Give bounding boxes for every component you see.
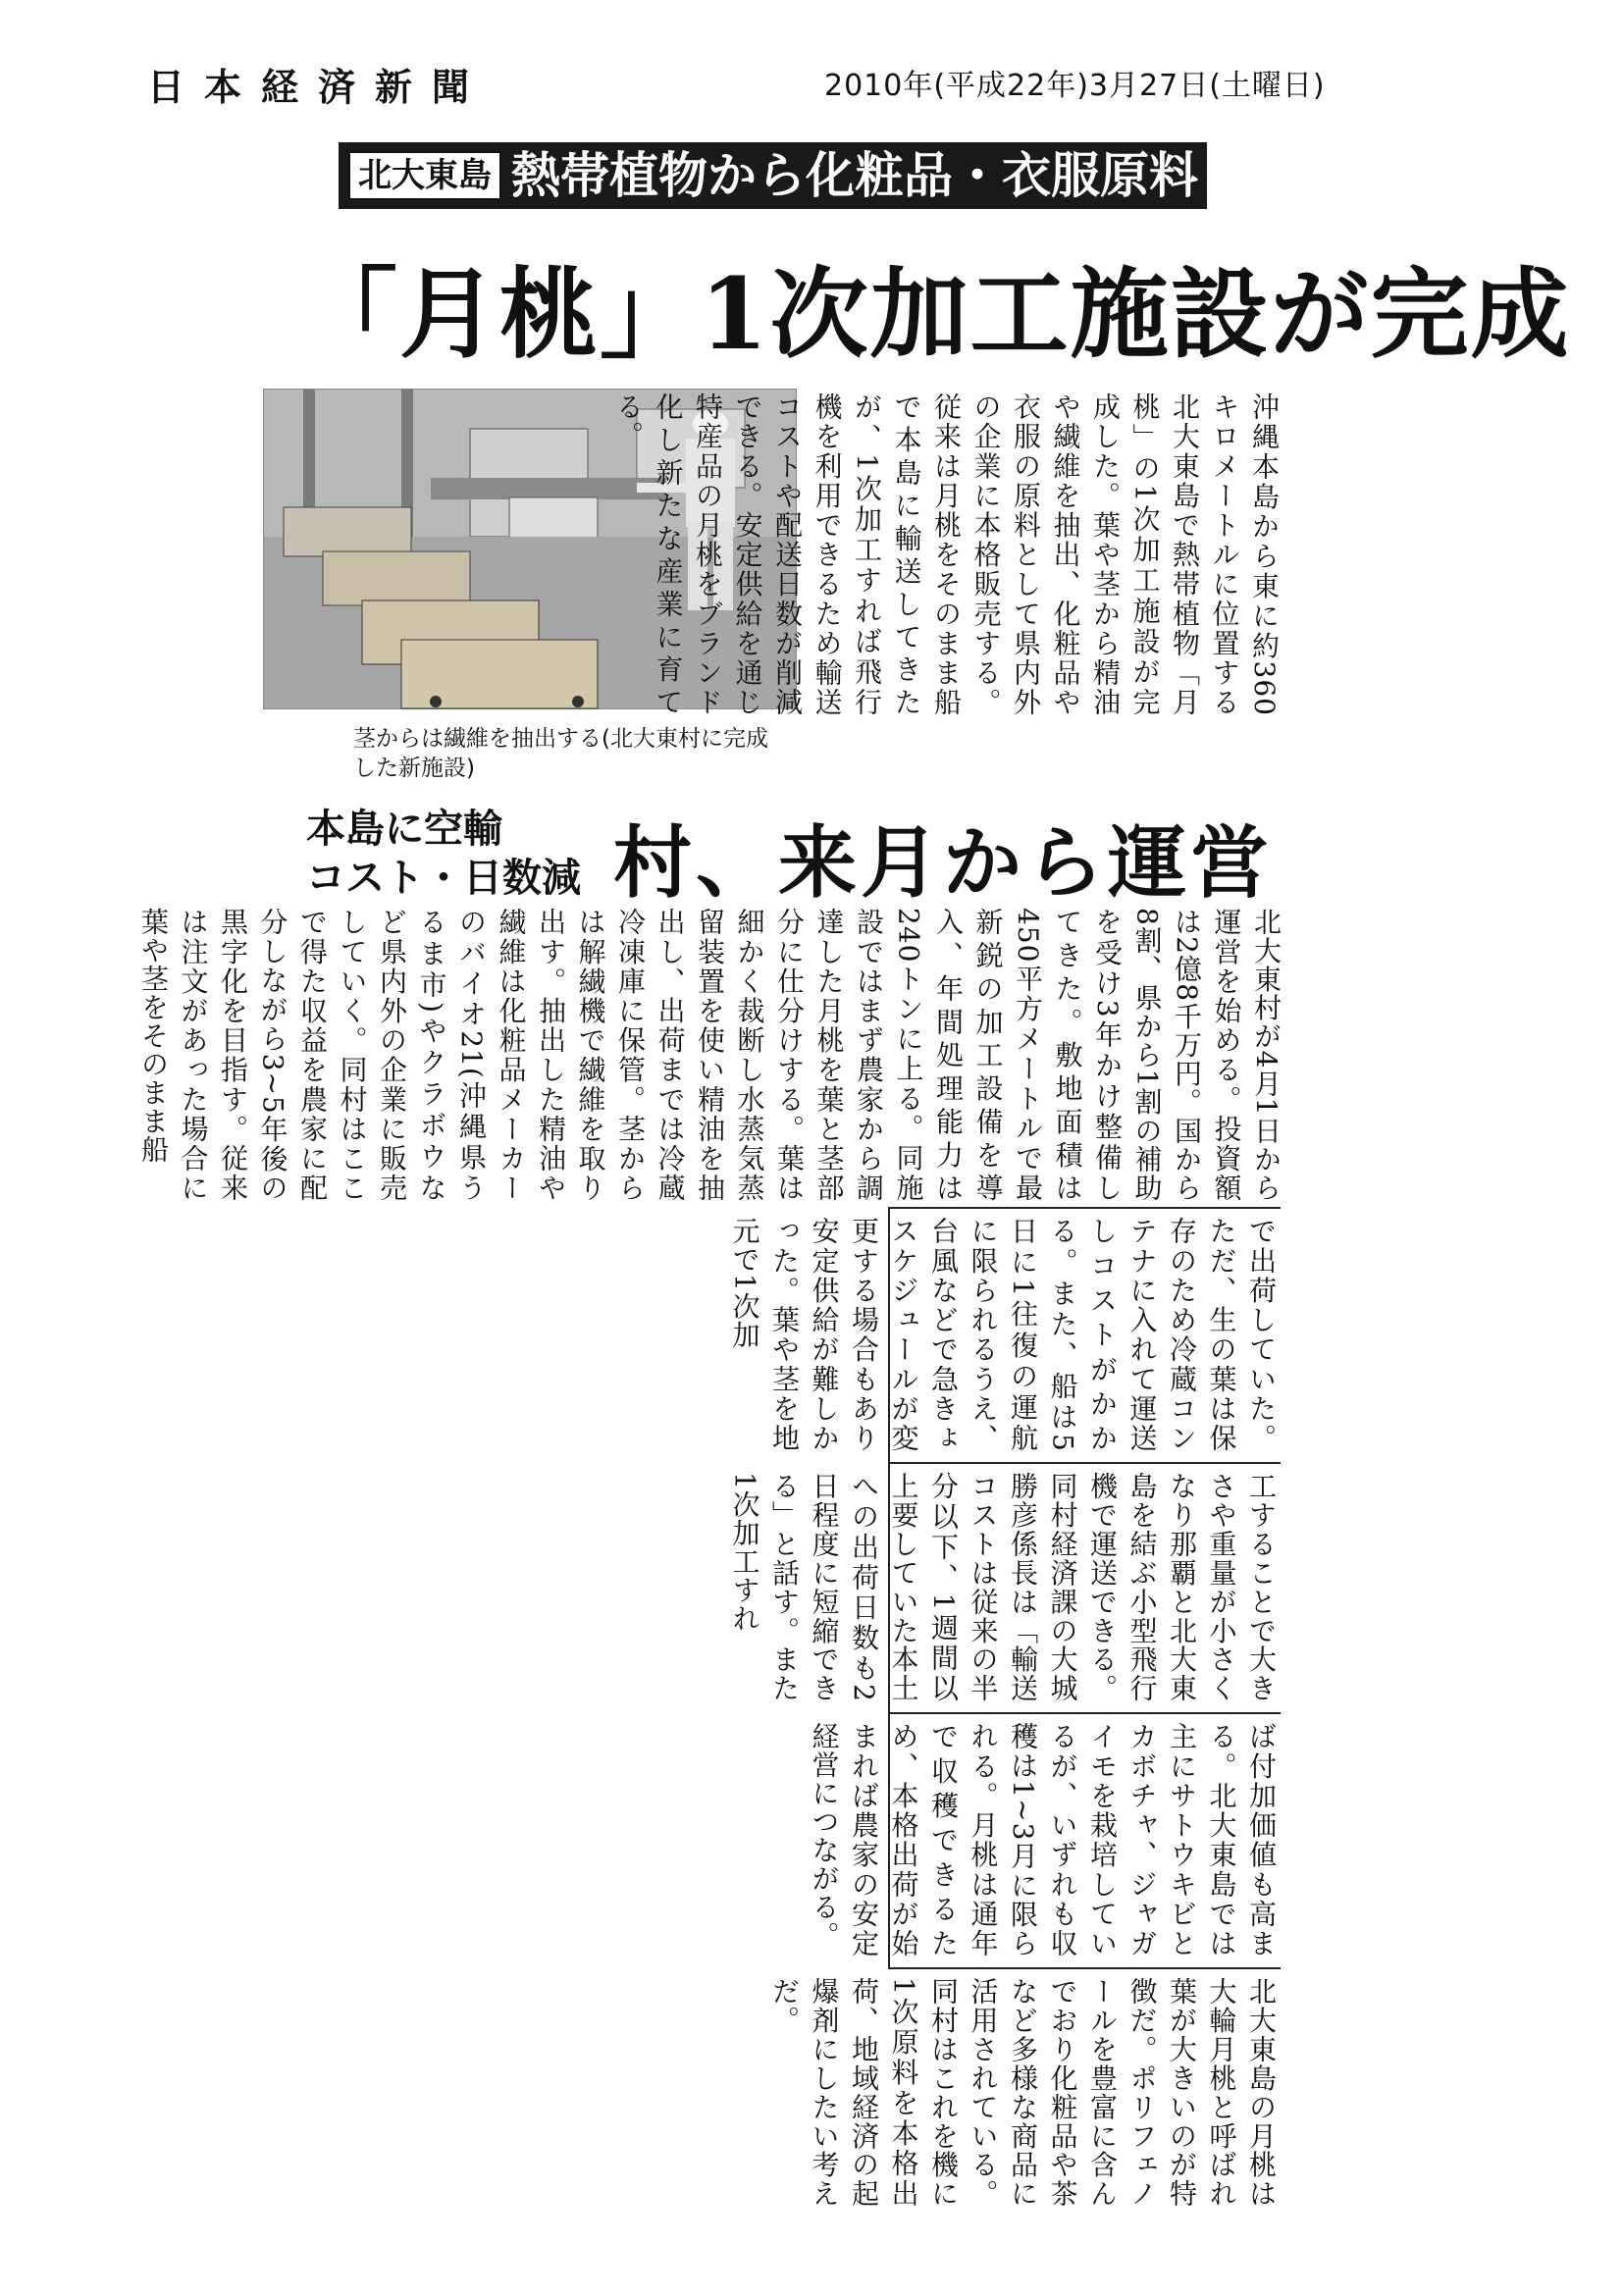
subhead-small xyxy=(306,805,581,903)
subhead-line-2: コスト・日数減 xyxy=(306,856,581,901)
newspaper-masthead: 日本経済新聞 xyxy=(147,66,490,109)
body-column-3: 工することで大きさや重量が小さくなり那覇と北大東島を結ぶ小型飛行機で運送できる。同村経済課の大城勝彦係長は「輸送コストは従来の半分以下、1週間以上要していた本土への出荷日数も2日程度に短縮できる」と話す。また1次加工すれ xyxy=(728,1472,1278,1702)
body-column-2: で出荷していた。ただ、生の葉は保存のため冷蔵コンテナに入れて運送しコストがかかる。また、船は5日に1往復の運航に限られるうえ、台風などで急きょスケジュールが変更する場合もあり安定供給が難しかった。葉や茎を地元で1次加 xyxy=(728,1217,1278,1452)
body-column-5: 北大東島の月桃は大輪月桃と呼ばれ葉が大きいのが特徴だ。ポリフェノールを豊富に含んでおり化粧品や茶など多様な商品に活用されている。同村はこれを機に1次原料を本格出荷、地域経済の起爆剤にしたい考えだ。 xyxy=(768,1977,1278,2208)
lead-paragraph: 沖縄本島から東に約360キロメートルに位置する北大東島で熱帯植物「月桃」の1次加工施設が完成した。葉や茎から精油や繊維を抽出、化粧品や衣服の原料として県内外の企業に本格販売する。従来は月桃をそのまま船で本島に輸送してきたが、1次加工すれば飛行機を利用できるため輸送コストや配送日数が削減できる。安定供給を通じ特産品の月桃をブランド化し新たな産業に育てる。 xyxy=(612,392,1281,716)
photo-caption: 茎からは繊維を抽出する(北大東村に完成した新施設) xyxy=(353,726,768,781)
column-rule xyxy=(888,1712,1281,1714)
article-headline: 「月桃」1次加工施設が完成 xyxy=(299,256,1571,372)
subhead-large: 村、来月から運営 xyxy=(613,816,1273,909)
body-column-4: ば付加価値も高まる。北大東島では主にサトウキビとカボチャ、ジャガイモを栽培しているが、いずれも収穫は1~3月に限られる。月桃は通年で収穫できるため、本格出荷が始まれば農家の安定経営につながる。 xyxy=(808,1722,1278,1957)
body-column-1: 北大東村が4月1日から運営を始める。投資額は2億8千万円。国から8割、県から1割の補助を受け3年かけ整備してきた。敷地面積は450平方メートルで最新鋭の加工設備を導入、年間処理能力は240トンに上る。同施設ではまず農家から調達した月桃を葉と茎部分に仕分けする。葉は細かく裁断し水蒸気蒸留装置を使い精油を抽出し、出荷までは冷蔵冷凍庫に保管。茎からは解繊機で繊維を取り出す。抽出した精油や繊維は化粧品メーカーのバイオ21(沖縄県うるま市)やクラボウなど県内外の企業に販売していく。同村はここで得た収益を農家に配分しながら3~5年後の黒字化を目指す。従来は注文があった場合に葉や茎をそのまま船 xyxy=(137,908,1283,1202)
publication-date: 2010年(平成22年)3月27日(土曜日) xyxy=(824,69,1326,103)
location-tag: 北大東島 xyxy=(348,151,501,200)
kicker-text: 熱帯植物から化粧品・衣服原料 xyxy=(511,147,1198,204)
column-rule xyxy=(888,1462,1281,1464)
column-rule xyxy=(888,1967,1281,1969)
subhead-line-1: 本島に空輸 xyxy=(306,807,502,852)
kicker-banner xyxy=(339,142,1207,209)
column-rule xyxy=(888,1207,1281,1209)
